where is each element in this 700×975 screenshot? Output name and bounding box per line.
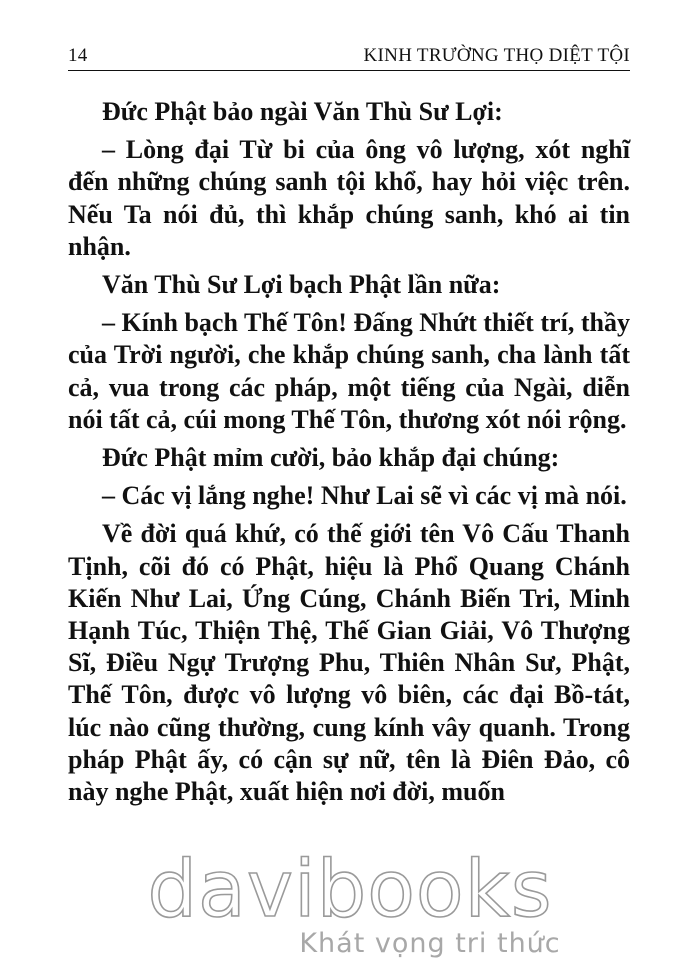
paragraph: – Kính bạch Thế Tôn! Đấng Nhứt thiết trí, thầy của Trời người, che khắp chúng sanh, cha lành tất cả, vua trong các pháp, một tiếng của Ngài, diễn nói tất cả, cúi mong Thế Tôn, thương xót nói rộng. [68,308,630,434]
watermark-tagline: Khát vọng tri thức [299,928,561,959]
paragraph: Văn Thù Sư Lợi bạch Phật lần nữa: [102,270,501,300]
page-number: 14 [68,45,88,66]
watermark-brand: davibooks [147,845,553,935]
paragraph: – Các vị lắng nghe! Như Lai sẽ vì các vị mà nói. [102,481,627,511]
paragraph: Về đời quá khứ, có thế giới tên Vô Cấu Thanh Tịnh, cõi đó có Phật, hiệu là Phổ Quang Chánh Kiến Như Lai, Ứng Cúng, Chánh Biến Tri, Minh Hạnh Túc, Thiện Thệ, Thế Gian Giải, Vô Thượng Sĩ, Điều Ngự Trượng Phu, Thiên Nhân Sư, Phật, Thế Tôn, được vô lượng vô biên, các đại Bồ-tát, lúc nào cũng thường, cung kính vây quanh. Trong pháp Phật ấy, có cận sự nữ, tên là Điên Đảo, cô này nghe Phật, xuất hiện nơi đời, muốn [68,519,630,807]
page-body [68,96,630,814]
running-title: KINH TRƯỜNG THỌ DIỆT TỘI [363,45,630,66]
paragraph: – Lòng đại Từ bi của ông vô lượng, xót nghĩ đến những chúng sanh tội khổ, hay hỏi việc trên. Nếu Ta nói đủ, thì khắp chúng sanh, khó ai tin nhận. [68,135,630,261]
paragraph: Đức Phật mỉm cười, bảo khắp đại chúng: [102,443,560,473]
paragraph: Đức Phật bảo ngài Văn Thù Sư Lợi: [102,97,503,126]
running-header [68,44,630,71]
